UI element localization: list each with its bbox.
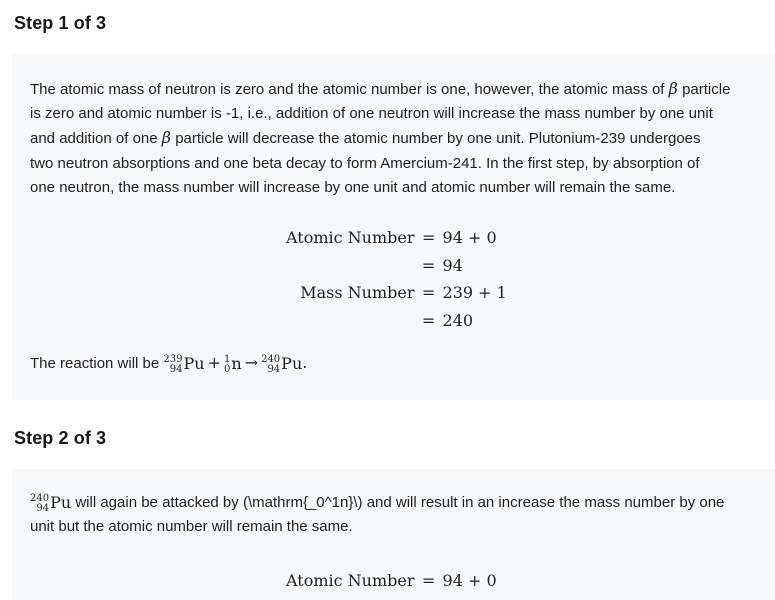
reaction-arrow: → [244, 353, 259, 372]
equals-sign: = [421, 255, 436, 275]
equation-rhs: 240 [442, 310, 474, 330]
nuclide-neutron: 1 0 n [223, 353, 242, 376]
explanation-line-4: two neutron absorptions and one beta decay to form Amercium-241. In the first step, by absorption of [30, 154, 700, 172]
equation-lhs [286, 252, 419, 280]
equation-rhs: 239 + 1 [442, 283, 507, 303]
explanation-line-2: unit but the atomic number will remain the same. [30, 518, 353, 536]
equation-row [286, 224, 507, 252]
nuclide-pu-240: 240 94 Pu [261, 353, 303, 376]
equation-lhs: Atomic Number [286, 571, 415, 591]
equation-row [286, 252, 507, 280]
explanation-line-3: and addition of one β particle will decrease the atomic number by one unit. Plutonium-239 undergoes [30, 128, 701, 148]
equals-sign: = [421, 228, 436, 248]
step-1-explanation [30, 77, 760, 200]
equation-rhs: 94 + 0 [442, 571, 497, 591]
step-1-reaction: The reaction will be 239 94 Pu + 1 0 n → 240 94 Pu . [30, 353, 308, 376]
equation-row [286, 307, 507, 335]
equation-lhs: Atomic Number [286, 228, 415, 248]
equation-row [286, 567, 497, 595]
equals-sign: = [421, 283, 436, 303]
beta-symbol: β [161, 128, 172, 148]
equation-lhs: Mass Number [300, 283, 415, 303]
plus-sign: + [207, 353, 221, 372]
equation-row [286, 279, 507, 307]
explanation-line-1: The atomic mass of neutron is zero and the atomic number is one, however, the atomic mass of β particle [30, 79, 731, 98]
equation-rhs: 94 + 0 [442, 228, 497, 248]
reaction-prefix: The reaction will be [30, 355, 160, 372]
explanation-line-1: will again be attacked by (\mathrm{_0^1n}\) and will result in an increase the mass number by one [75, 494, 725, 512]
equation-rhs: 94 [442, 255, 463, 275]
beta-symbol: β [668, 79, 678, 98]
step-2-equations [286, 567, 497, 595]
step-1-equations [286, 224, 507, 334]
equals-sign: = [421, 571, 436, 591]
step-2-heading: Step 2 of 3 [14, 428, 107, 448]
step-2-explanation [30, 491, 760, 539]
nuclide-pu-239: 239 94 Pu [163, 353, 205, 376]
equals-sign: = [421, 310, 436, 330]
step-1-heading: Step 1 of 3 [14, 13, 107, 33]
nuclide-pu-240: 240 94 Pu [30, 493, 72, 515]
explanation-line-5: one neutron, the mass number will increase by one unit and atomic number will remain the same. [30, 178, 676, 196]
explanation-line-2: is zero and atomic number is -1, i.e., addition of one neutron will increase the mass number by one unit [30, 105, 713, 123]
equation-lhs [286, 307, 419, 335]
